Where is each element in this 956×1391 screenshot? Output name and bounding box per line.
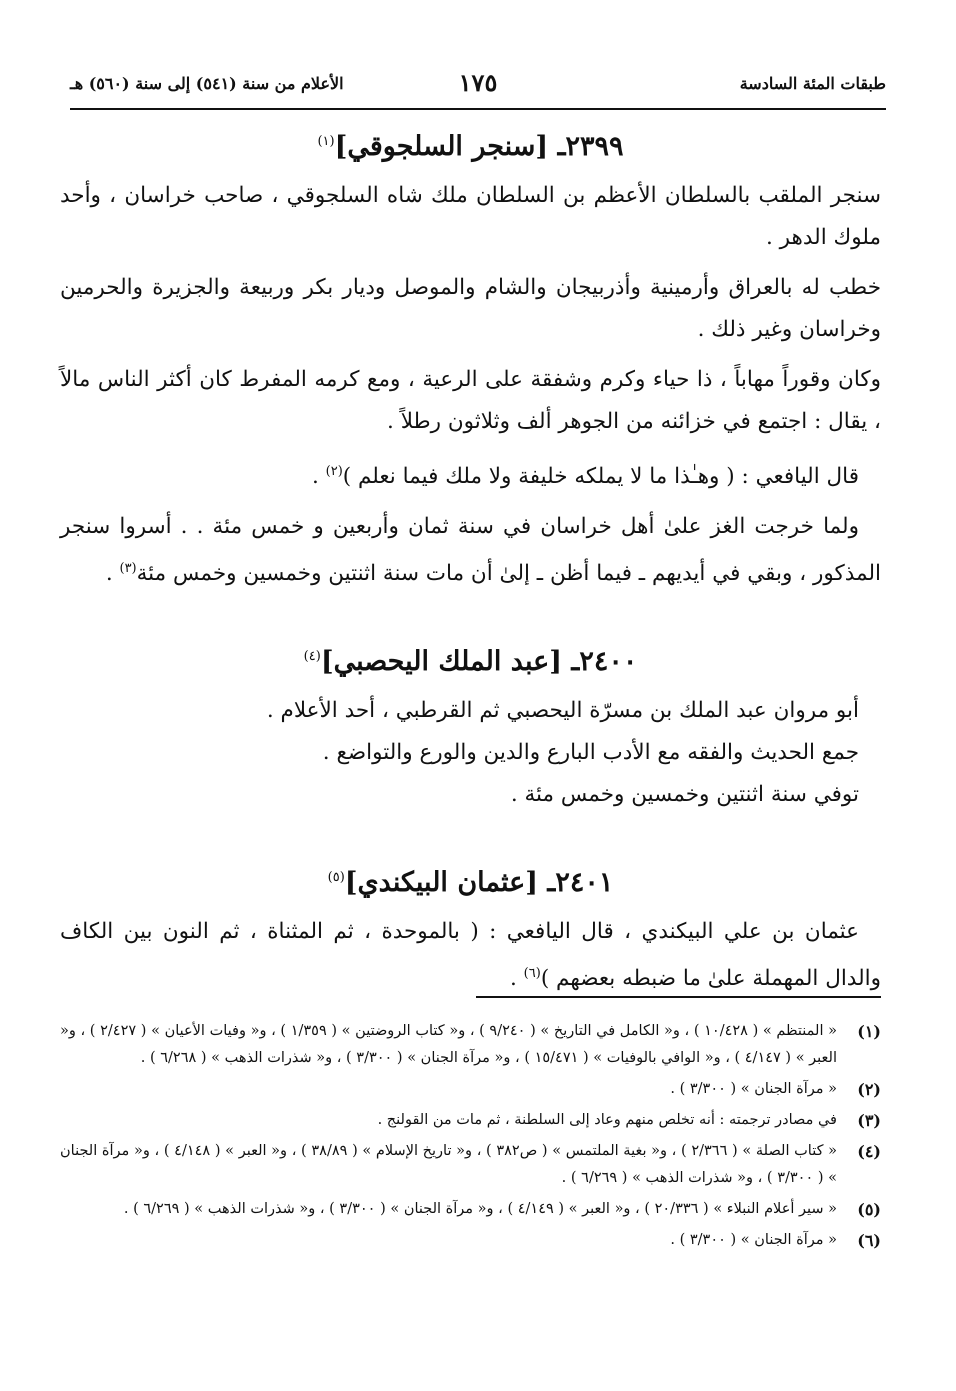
footnote-number: (١) [857,1022,881,1041]
footnote-number: (٦) [857,1231,881,1250]
paragraph-text: توفي سنة اثنتين وخمسين وخمس مئة . [510,782,859,808]
biography-entry [60,856,881,1000]
main-text [60,120,881,1008]
footnote-number: (٥) [857,1200,881,1219]
entry-heading [60,856,881,905]
footnote [60,1107,881,1134]
footnote-ref: (١) [317,134,335,149]
paragraph [60,911,881,1000]
paragraph-text: وكان وقوراً مهاباً ، ذا حياء وكرم وشفقة على الرعية ، ومع كرمه المفرط كان أكثر الناس مالاً ، يقال : اجتمع في خزائنه من الجوهر ألف وثلاثون رطلاً . [60,367,881,434]
footnote-number: (٣) [857,1111,881,1130]
footnote-text: « مرآة الجنان » ( ٣/٣٠٠ ) . [670,1232,837,1248]
paragraph [60,732,881,774]
paragraph-text: ولما خرجت الغز علىٰ أهل خراسان في سنة ثمان وأربعين و خمس مئة . . أسروا سنجر المذكور ، وبقي في أيديهم ـ فيما أظن ـ إلىٰ أن مات سنة اثنتين وخمسين وخمس مئة [60,514,881,587]
paragraph [60,175,881,259]
paragraph-text: أبو مروان عبد الملك بن مسرّة اليحصبي ثم القرطبي ، أحد الأعلام . [266,698,859,724]
footnote [60,1227,881,1254]
entry-title: ٢٤٠١ـ [عثمان البيكندي] [344,867,614,899]
biography-entry [60,635,881,816]
footnote [60,1196,881,1223]
book-section-title: طبقات المئة السادسة [739,74,886,93]
paragraph-text: جمع الحديث والفقه مع الأدب البارع والدين والورع والتواضع . [322,740,859,766]
footnote-ref: (٤) [303,649,321,665]
paragraph-tail: . [105,561,120,587]
footnotes [60,1018,881,1258]
entry-heading [60,635,881,684]
paragraph [60,451,881,498]
footnote-ref: (٢) [325,464,343,479]
footnote-text: « مرآة الجنان » ( ٣/٣٠٠ ) . [670,1081,837,1097]
header-divider [70,108,886,110]
footnote-number: (٤) [857,1142,881,1161]
footnote-ref: (٥) [327,870,345,886]
footnote-ref: (٣) [119,561,137,577]
running-header [70,68,886,98]
footnote [60,1138,881,1192]
footnote [60,1018,881,1072]
paragraph [60,774,881,816]
paragraph [60,359,881,443]
page-number: ١٧٥ [458,68,498,97]
paragraph [60,690,881,732]
paragraph-text: خطب له بالعراق وأرمينية وأذربيجان والشام والموصل وديار بكر وربيعة والجزيرة والحرمين وخراسان وغير ذلك . [60,275,881,342]
entry-title: ٢٣٩٩ـ [سنجر السلجوقي] [334,131,624,162]
paragraph-text: قال اليافعي : ( وهـٰذا ما لا يملكه خليفة ولا ملك فيما نعلم ) [342,464,859,490]
entry-title: ٢٤٠٠ـ [عبد الملك اليحصبي] [320,646,638,678]
footnote-divider [476,996,881,998]
footnote-text: في مصادر ترجمته : أنه تخلص منهم وعاد إلى السلطنة ، ثم مات من القولنج . [377,1112,837,1128]
paragraph-text: سنجر الملقب بالسلطان الأعظم بن السلطان ملك شاه السلجوقي ، صاحب خراسان ، وأحد ملوك الدهر . [60,183,881,250]
paragraph-tail: . [510,966,524,992]
biography-entry [60,120,881,595]
entry-heading [60,120,881,169]
paragraph [60,506,881,595]
footnote-ref: (٦) [523,966,541,982]
footnote-text: « كتاب الصلة » ( ٢/٣٦٦ ) ، و« بغية الملتمس » ( ص٣٨٢ ) ، و« تاريخ الإسلام » ( ٣٨/٨٩ ) ، و« العبر » ( ٤/١٤٨ ) ، و« مرآة الجنان » ( ٣/٣٠٠ ) ، و« شذرات الذهب » ( ٦/٢٦٩ ) . [60,1143,838,1186]
paragraph [60,267,881,351]
running-subtitle: الأعلام من سنة (٥٤١) إلى سنة (٥٦٠) هـ [70,74,344,93]
footnote-text: « المنتظم » ( ١٠/٤٢٨ ) ، و« الكامل في التاريخ » ( ٩/٢٤٠ ) ، و« كتاب الروضتين » ( ١/٣٥٩ ) ، و« وفيات الأعيان » ( ٢/٤٢٧ ) ، و« العبر » ( ٤/١٤٧ ) ، و« الوافي بالوفيات » ( ١٥/٤٧١ ) ، و« مرآة الجنان » ( ٣/٣٠٠ ) ، و« شذرات الذهب » ( ٦/٢٦٨ ) . [60,1023,838,1066]
footnote-text: « سير أعلام النبلاء » ( ٢٠/٣٣٦ ) ، و« العبر » ( ٤/١٤٩ ) ، و« مرآة الجنان » ( ٣/٣٠٠ ) ، و« شذرات الذهب » ( ٦/٢٦٩ ) . [123,1201,837,1217]
footnote-number: (٢) [857,1080,881,1099]
paragraph-tail: . [311,464,326,490]
paragraph-text: عثمان بن علي البيكندي ، قال اليافعي : ( بالموحدة ، ثم المثناة ، ثم النون بين الكاف والدال المهملة علىٰ ما ضبطه بعضهم ) [60,919,881,992]
footnote [60,1076,881,1103]
